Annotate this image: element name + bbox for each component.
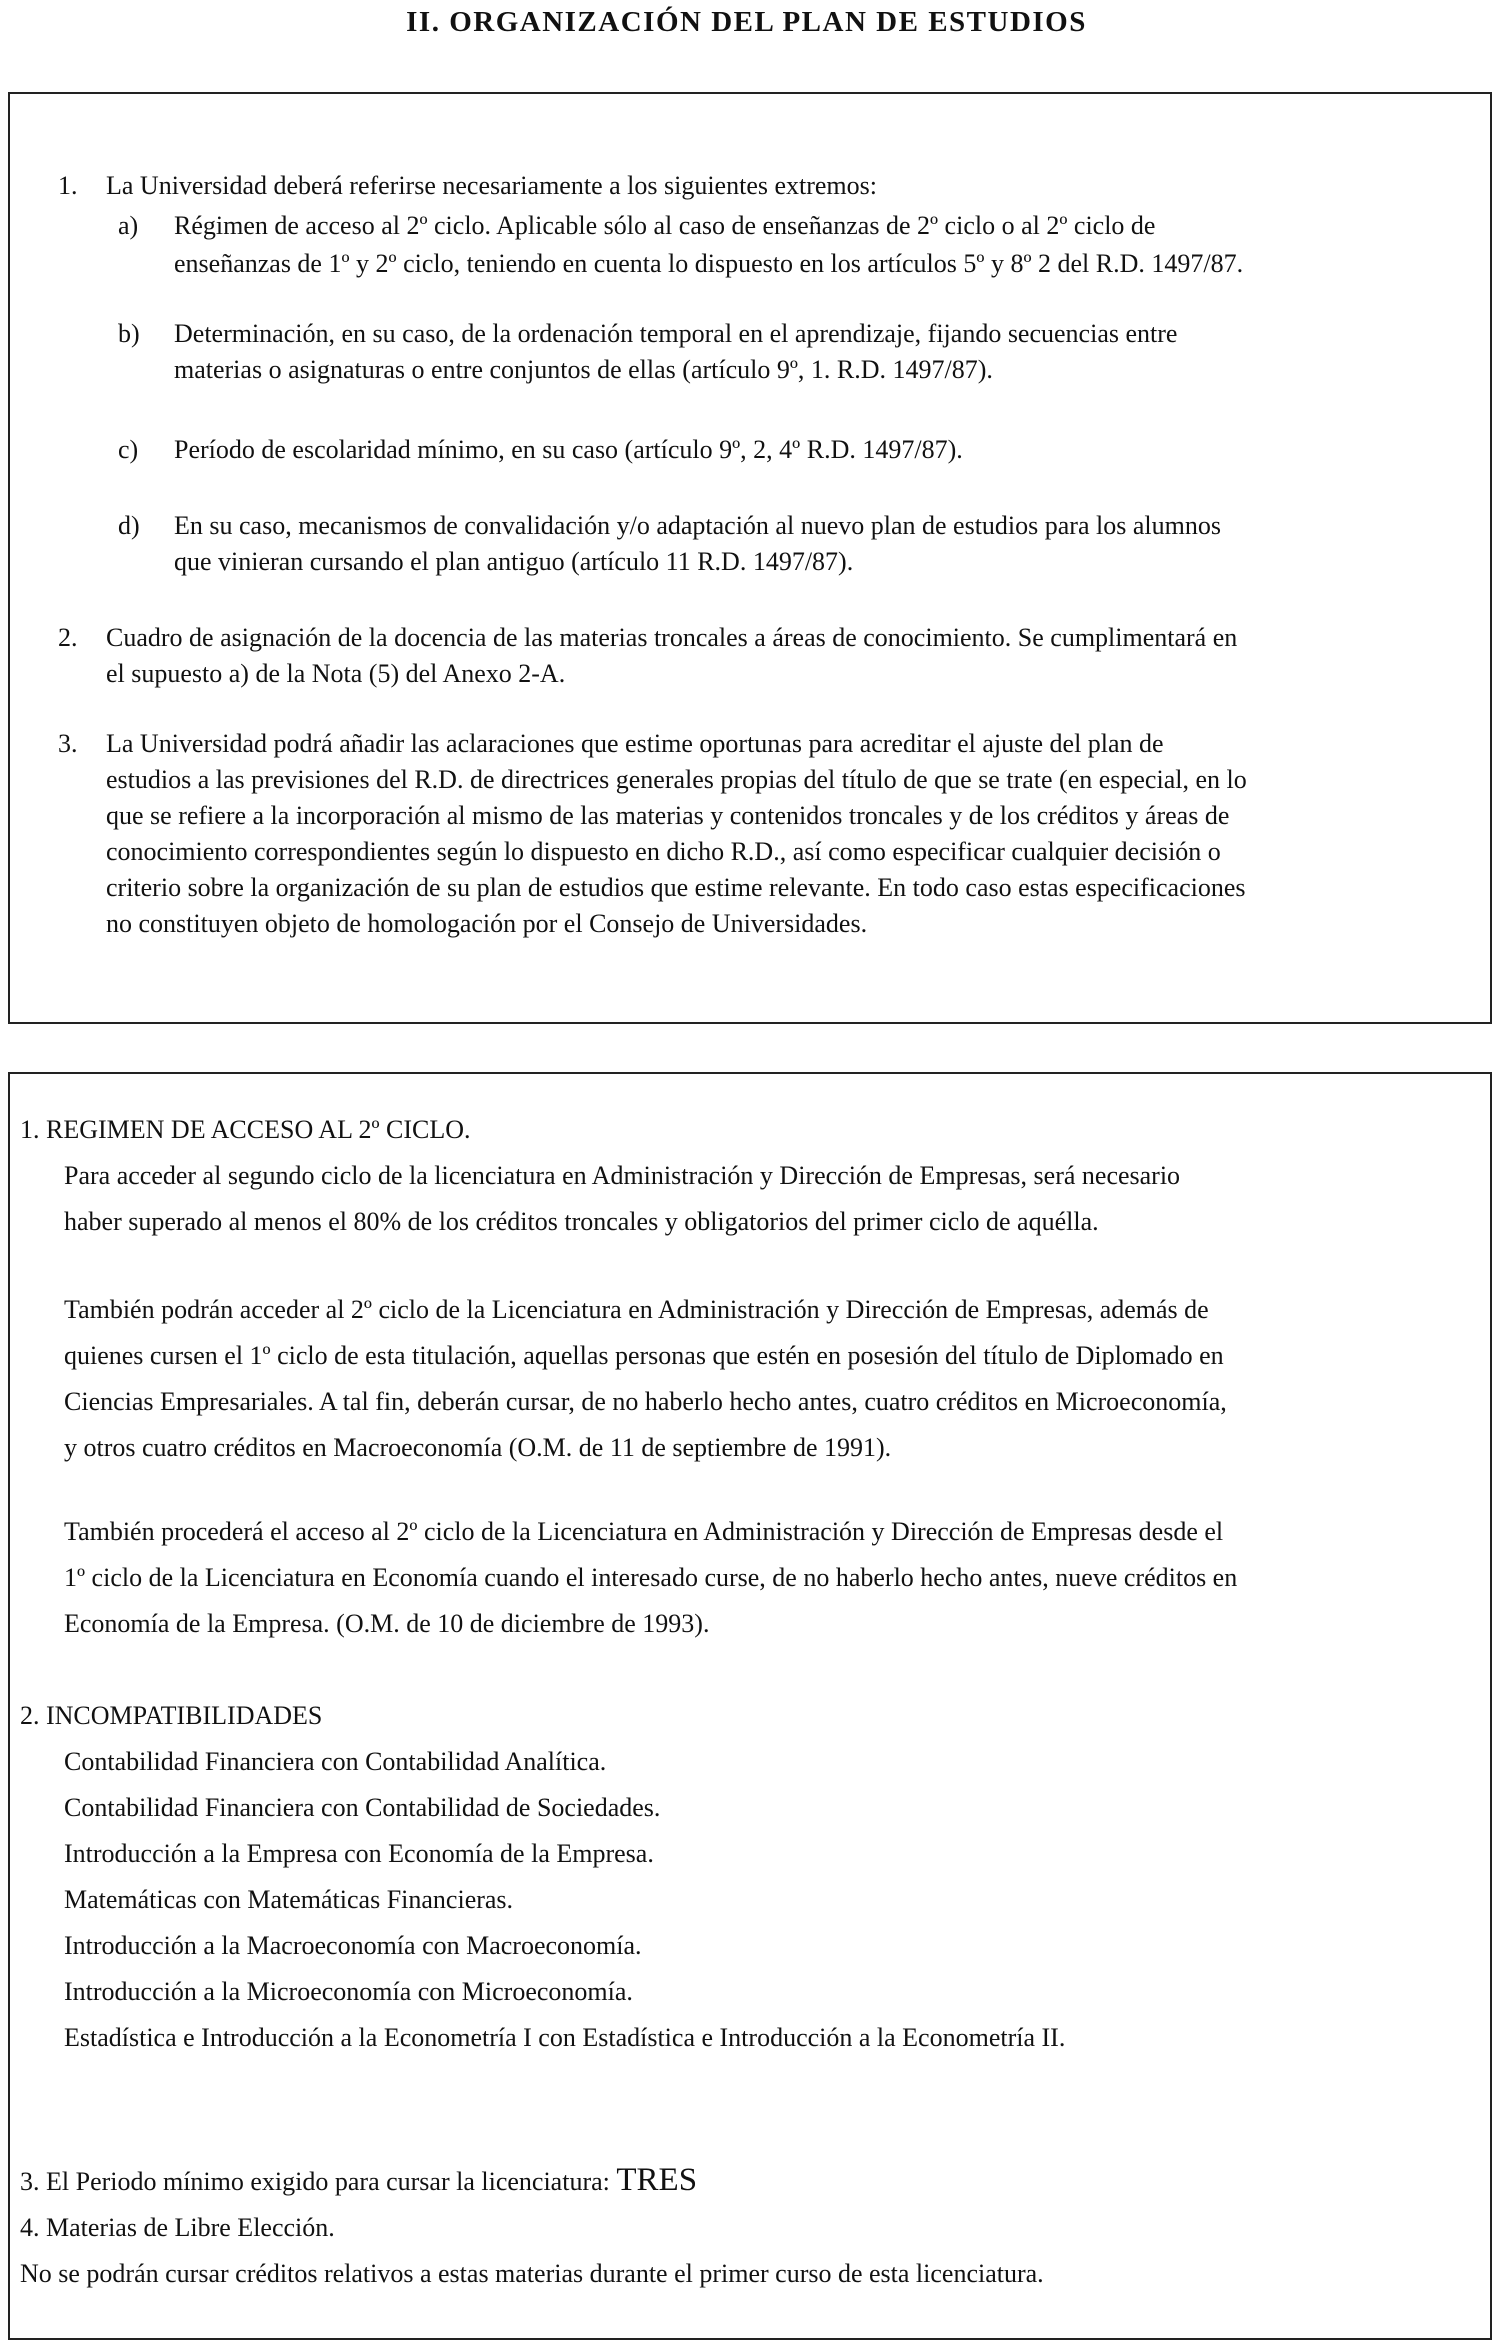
item-number: 1. — [58, 171, 78, 200]
incompatibility-item: Estadística e Introducción a la Econometría I con Estadística e Introducción a la Econometría II. — [64, 2023, 1066, 2052]
item-3-line: no constituyen objeto de homologación por el Consejo de Universidades. — [106, 909, 868, 938]
section-1-para-3-line: Economía de la Empresa. (O.M. de 10 de diciembre de 1993). — [64, 1609, 710, 1638]
item-3-line: estudios a las previsiones del R.D. de directrices generales propias del título de que se trate (en especial, en lo — [106, 765, 1247, 794]
section-1-para-2-line: Ciencias Empresariales. A tal fin, deberán cursar, de no haberlo hecho antes, cuatro créditos en Microeconomía, — [64, 1387, 1227, 1416]
section-1-para-1-line: Para acceder al segundo ciclo de la licenciatura en Administración y Dirección de Empresas, será necesario — [64, 1161, 1181, 1190]
page-title: II. ORGANIZACIÓN DEL PLAN DE ESTUDIOS — [406, 6, 1087, 38]
item-number: 2. — [58, 623, 78, 652]
section-1-para-1-line: haber superado al menos el 80% de los créditos troncales y obligatorios del primer ciclo de aquélla. — [64, 1207, 1099, 1236]
incompatibility-item: Contabilidad Financiera con Contabilidad de Sociedades. — [64, 1793, 661, 1822]
section-3-value: TRES — [616, 2162, 698, 2198]
item-number: 3. — [58, 729, 78, 758]
sub-c-letter: c) — [118, 435, 139, 464]
sub-a-letter: a) — [118, 211, 139, 240]
sub-b-line: materias o asignaturas o entre conjuntos de ellas (artículo 9º, 1. R.D. 1497/87). — [174, 355, 993, 384]
sub-a-line: enseñanzas de 1º y 2º ciclo, teniendo en cuenta lo dispuesto en los artículos 5º y 8º 2 del R.D. 1497/87. — [174, 249, 1244, 278]
section-2-heading: 2. INCOMPATIBILIDADES — [20, 1701, 323, 1730]
section-1-para-3-line: 1º ciclo de la Licenciatura en Economía cuando el interesado curse, de no haberlo hecho antes, nueve créditos en — [64, 1563, 1238, 1592]
sub-a-line: Régimen de acceso al 2º ciclo. Aplicable sólo al caso de enseñanzas de 2º ciclo o al 2º ciclo de — [174, 211, 1156, 240]
content-box — [8, 1072, 1492, 2340]
section-1-para-2-line: También podrán acceder al 2º ciclo de la Licenciatura en Administración y Dirección de Empresas, además de — [64, 1295, 1209, 1324]
sub-d-line: que vinieran cursando el plan antiguo (artículo 11 R.D. 1497/87). — [174, 547, 854, 576]
item-2-line: Cuadro de asignación de la docencia de las materias troncales a áreas de conocimiento. Se cumplimentará en — [106, 623, 1238, 652]
section-3-line — [20, 2158, 697, 2204]
section-1-para-2-line: quienes cursen el 1º ciclo de esta titulación, aquellas personas que estén en posesión del título de Diplomado en — [64, 1341, 1224, 1370]
item-1-text: La Universidad deberá referirse necesariamente a los siguientes extremos: — [106, 171, 877, 200]
instructions-box — [8, 92, 1492, 1024]
section-4-text: No se podrán cursar créditos relativos a estas materias durante el primer curso de esta licenciatura. — [20, 2259, 1044, 2288]
incompatibility-item: Introducción a la Empresa con Economía de la Empresa. — [64, 1839, 654, 1868]
section-4-heading: 4. Materias de Libre Elección. — [20, 2213, 335, 2242]
incompatibility-item: Introducción a la Microeconomía con Microeconomía. — [64, 1977, 633, 2006]
sub-c-line: Período de escolaridad mínimo, en su caso (artículo 9º, 2, 4º R.D. 1497/87). — [174, 435, 963, 464]
item-2-line: el supuesto a) de la Nota (5) del Anexo 2-A. — [106, 659, 566, 688]
sub-b-letter: b) — [118, 319, 140, 348]
section-1-heading: 1. REGIMEN DE ACCESO AL 2º CICLO. — [20, 1115, 471, 1144]
section-1-para-2-line: y otros cuatro créditos en Macroeconomía (O.M. de 11 de septiembre de 1991). — [64, 1433, 892, 1462]
sub-d-line: En su caso, mecanismos de convalidación y/o adaptación al nuevo plan de estudios para los alumnos — [174, 511, 1221, 540]
incompatibility-item: Introducción a la Macroeconomía con Macroeconomía. — [64, 1931, 642, 1960]
section-1-para-3-line: También procederá el acceso al 2º ciclo de la Licenciatura en Administración y Dirección de Empresas desde el — [64, 1517, 1224, 1546]
sub-b-line: Determinación, en su caso, de la ordenación temporal en el aprendizaje, fijando secuencias entre — [174, 319, 1178, 348]
item-3-line: conocimiento correspondientes según lo dispuesto en dicho R.D., así como especificar cualquier decisión o — [106, 837, 1221, 866]
section-3-text: 3. El Periodo mínimo exigido para cursar la licenciatura: — [20, 2167, 617, 2196]
item-3-line: criterio sobre la organización de su plan de estudios que estime relevante. En todo caso estas especificaciones — [106, 873, 1246, 902]
item-3-line: que se refiere a la incorporación al mismo de las materias y contenidos troncales y de los créditos y áreas de — [106, 801, 1230, 830]
incompatibility-item: Matemáticas con Matemáticas Financieras. — [64, 1885, 514, 1914]
item-3-line: La Universidad podrá añadir las aclaraciones que estime oportunas para acreditar el ajuste del plan de — [106, 729, 1164, 758]
incompatibility-item: Contabilidad Financiera con Contabilidad Analítica. — [64, 1747, 607, 1776]
sub-d-letter: d) — [118, 511, 140, 540]
